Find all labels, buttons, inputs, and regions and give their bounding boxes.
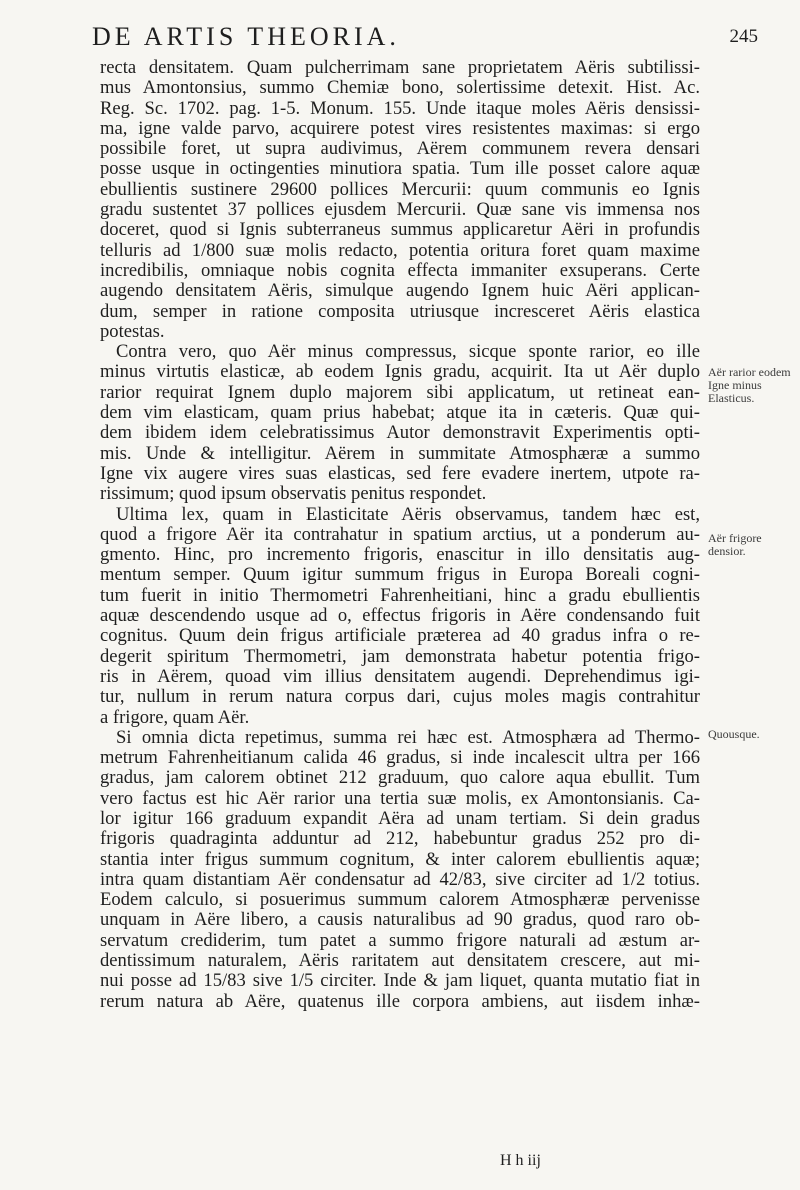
text-line: stantia inter frigus summum cognitum, & inter calorem ebullientis aquæ; bbox=[100, 849, 700, 870]
text-line: tum fuerit in initio Thermometri Fahrenheitiani, hinc a gradu ebullientis bbox=[100, 585, 700, 606]
text-line: incredibilis, omniaque nobis cognita effecta immaniter exsuperans. Certe bbox=[100, 260, 700, 281]
text-line: Ultima lex, quam in Elasticitate Aëris observamus, tandem hæc est, bbox=[116, 504, 700, 525]
text-line: telluris ad 1/800 suæ molis redacto, potentia oritura foret quam maxime bbox=[100, 240, 700, 261]
text-line: vero factus est hic Aër rarior una tertia suæ molis, ex Amontonsianis. Ca- bbox=[100, 788, 700, 809]
text-line: rissimum; quod ipsum observatis penitus respondet. bbox=[100, 484, 487, 505]
text-line: lor igitur 166 graduum expandit Aëra ad unam tertiam. Si dein gradus bbox=[100, 808, 700, 829]
text-line: Igne vix augere vires suas elasticas, sed fere evadere inertem, utpote ra- bbox=[100, 463, 700, 484]
text-line: ris in Aërem, quoad vim illius densitatem augendi. Deprehendimus igi- bbox=[100, 666, 700, 687]
text-line: nui posse ad 15/83 sive 1/5 circiter. Inde & jam liquet, quanta mutatio fiat in bbox=[100, 971, 700, 992]
text-line: frigoris quadraginta adduntur ad 212, habebuntur gradus 252 pro di- bbox=[100, 829, 700, 850]
text-line: possibile foret, ut supra audivimus, Aërem communem revera densari bbox=[100, 139, 700, 160]
text-line: degerit spiritum Thermometri, jam demonstrata habetur potentia frigo- bbox=[100, 646, 700, 667]
text-line: mus Amontonsius, summo Chemiæ bono, solertissime detexit. Hist. Ac. bbox=[100, 78, 700, 99]
text-line: Reg. Sc. 1702. pag. 1-5. Monum. 155. Unde itaque moles Aëris densissi- bbox=[100, 98, 700, 119]
text-line: Si omnia dicta repetimus, summa rei hæc est. Atmosphæra ad Thermo- bbox=[116, 727, 700, 748]
text-line: a frigore, quam Aër. bbox=[100, 707, 250, 728]
text-line: posse usque in octingenties minutiora spatia. Tum ille posset calore aquæ bbox=[100, 159, 700, 180]
text-line: ma, igne valde parvo, acquirere potest vires resistentes maximas: si ergo bbox=[100, 118, 700, 139]
text-line: aquæ descendendo usque ad o, effectus frigoris in Aëre condensando fuit bbox=[100, 606, 700, 627]
margin-note-rarior: Aër rarior eodem Igne minus Elasticus. bbox=[708, 365, 791, 405]
text-line: recta densitatem. Quam pulcherrimam sane proprietatem Aëris subtilissi- bbox=[100, 58, 700, 78]
text-line: minus virtutis elasticæ, ab eodem Ignis gradu, acquirit. Ita ut Aër duplo bbox=[100, 362, 700, 383]
text-line: rarior requirat Ignem duplo majorem sibi applicatum, ut retineat ean- bbox=[100, 382, 700, 403]
text-line: gmento. Hinc, pro incremento frigoris, enascitur in illo densitatis aug- bbox=[100, 545, 700, 566]
text-line: quod a frigore Aër ita contrahatur in spatium arctius, ut a ponderum au- bbox=[100, 524, 700, 545]
text-line: metrum Fahrenheitianum calida 46 gradus, si inde incalescit ultra per 166 bbox=[100, 748, 700, 769]
text-line: gradus, jam calorem obtinet 212 graduum, quo calore aqua ebullit. Tum bbox=[100, 768, 700, 789]
text-line: ebullientis sustinere 29600 pollices Mercurii: quum communis eo Ignis bbox=[100, 179, 700, 200]
text-line: potestas. bbox=[100, 321, 165, 342]
body-text bbox=[100, 58, 700, 1012]
text-line: servatum crediderim, tum patet a summo frigore naturali ad æstum ar- bbox=[100, 930, 700, 951]
text-line: augendo densitatem Aëris, simulque augendo Ignem huic Aëri applican- bbox=[100, 281, 700, 302]
text-line: dem ibidem idem celebratissimus Autor demonstravit Experimentis opti- bbox=[100, 423, 700, 444]
text-line: tur, nullum in rerum natura corpus dari, cujus moles magis contrahitur bbox=[100, 687, 700, 708]
margin-note-frigore: Aër frigore densior. bbox=[708, 531, 762, 558]
text-line: intra quam distantiam Aër condensatur ad 42/83, sive circiter ad 1/2 totius. bbox=[100, 869, 700, 890]
text-line: mis. Unde & intelligitur. Aërem in summitate Atmosphæræ a summo bbox=[100, 443, 700, 464]
text-line: dentissimum naturalem, Aëris raritatem aut densitatem crescere, aut mi- bbox=[100, 951, 700, 972]
page-header bbox=[92, 22, 758, 58]
text-line: Contra vero, quo Aër minus compressus, sicque sponte rarior, eo ille bbox=[116, 342, 700, 363]
text-line: gradu sustentet 37 pollices ejusdem Mercurii. Quæ sane vis immensa nos bbox=[100, 200, 700, 221]
text-line: dem vim elasticam, quam prius habebat; atque ita in cæteris. Quæ qui- bbox=[100, 403, 700, 424]
text-line: doceret, quod si Ignis subterraneus summus applicaretur Aëri in profundis bbox=[100, 220, 700, 241]
text-line: cognitus. Quum dein frigus artificiale præterea ad 40 gradus infra o re- bbox=[100, 626, 700, 647]
text-line: Eodem calculo, si posuerimus summum calorem Atmosphæræ pervenisse bbox=[100, 890, 700, 911]
running-title: DE ARTIS THEORIA. bbox=[92, 22, 400, 51]
margin-note-quousque: Quousque. bbox=[708, 727, 760, 741]
text-line: mentum semper. Quum igitur summum frigus in Europa Boreali cogni- bbox=[100, 565, 700, 586]
page-number: 245 bbox=[729, 26, 758, 47]
text-line: rerum natura ab Aëre, quatenus ille corpora ambiens, aut iisdem inhæ- bbox=[100, 991, 700, 1012]
signature-mark: H h iij bbox=[500, 1152, 541, 1169]
text-line: unquam in Aëre libero, a causis naturalibus ad 90 gradus, quod raro ob- bbox=[100, 910, 700, 931]
text-line: dum, semper in ratione composita utriusque incresceret Aëris elastica bbox=[100, 301, 700, 322]
